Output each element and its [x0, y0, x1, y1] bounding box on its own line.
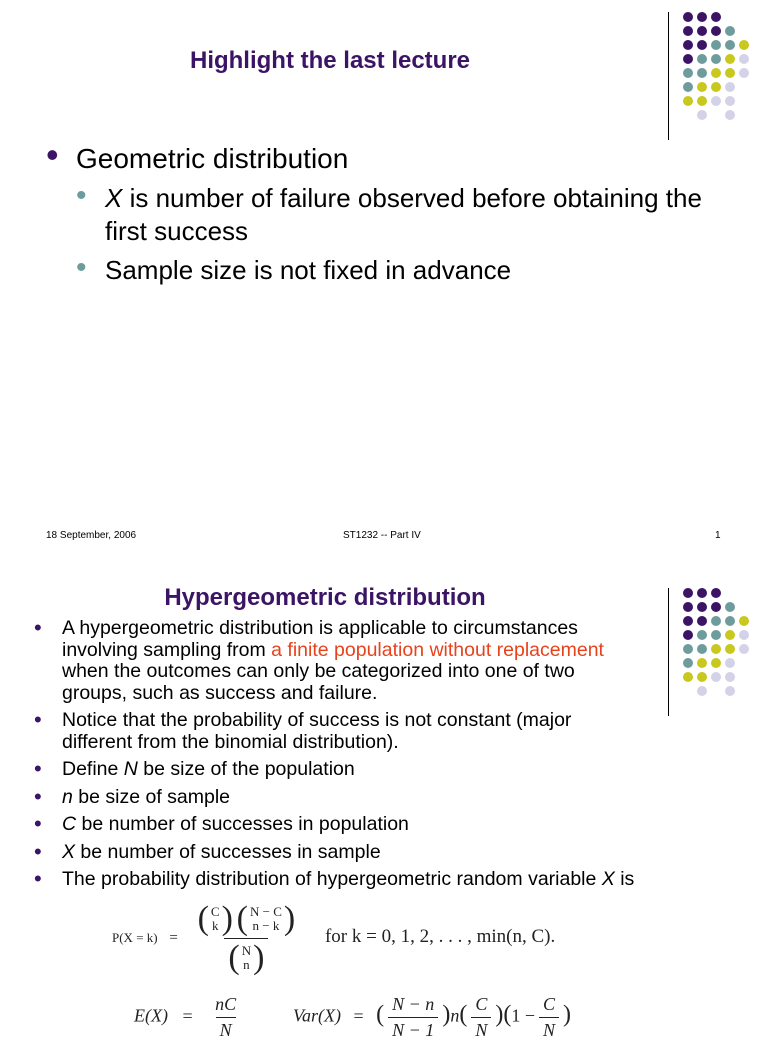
list-item: [34, 710, 642, 753]
bullet-text: be size of sample: [72, 785, 231, 808]
decorative-dot: [711, 96, 721, 106]
decorative-dot: [697, 54, 707, 64]
variance-n: n: [450, 1005, 460, 1026]
decorative-dot: [711, 54, 721, 64]
bullet-text: be number of successes in population: [76, 813, 409, 835]
decorative-dot: [711, 82, 721, 92]
list-item: [34, 842, 642, 864]
decorative-dot: [683, 40, 693, 50]
mean-fraction: [211, 994, 240, 1041]
variable: X: [62, 840, 76, 863]
sub-bullet-list: [76, 182, 726, 287]
list-item: [76, 182, 726, 248]
decorative-dot: [697, 68, 707, 78]
fraction-denominator: N: [471, 1017, 491, 1041]
decorative-dot: [711, 26, 721, 36]
variance-fraction-1: [388, 994, 438, 1041]
decorative-dot: [725, 616, 735, 626]
decorative-dot: [683, 12, 693, 22]
list-item: [34, 759, 642, 781]
fraction-denominator: N − 1: [388, 1017, 438, 1041]
equals-sign: =: [353, 1005, 364, 1026]
decorative-dot: [725, 96, 735, 106]
variance-fraction-3: [539, 994, 559, 1041]
decorative-dot: [697, 12, 707, 22]
divider-line: [668, 588, 669, 716]
equals-sign: =: [182, 1005, 193, 1026]
binom-top: N: [241, 943, 252, 958]
binomial-n-n: ( N n ): [228, 939, 265, 976]
decorative-dot: [683, 602, 693, 612]
expectation-formula: [134, 994, 244, 1041]
decorative-dot: [739, 644, 749, 654]
bullet-text: Sample size is not fixed in advance: [105, 255, 512, 285]
decorative-dot: [697, 630, 707, 640]
formula-lhs: E(X): [134, 1005, 168, 1026]
decorative-dot: [697, 644, 707, 654]
decorative-dot: [725, 110, 735, 120]
bullet-text: is number of failure observed before obtaining the first success: [105, 183, 702, 246]
decorative-dot: [683, 82, 693, 92]
decorative-dot: [683, 26, 693, 36]
list-item: [34, 814, 642, 836]
formula-lhs: Var(X): [293, 1005, 341, 1026]
list-item: [76, 254, 726, 287]
decorative-dot: [697, 40, 707, 50]
variable-x: X: [105, 183, 123, 213]
decorative-dot: [683, 630, 693, 640]
bullet-text: Define: [62, 758, 124, 780]
variance-formula: Var(X) = ( $\frac{N - n}{N - 1}$ )n( $\frac{C}{N}$ )(1 − $\frac{C}{N}$ ): [293, 994, 571, 1040]
decorative-dot: [711, 68, 721, 78]
fraction-numerator: nC: [215, 994, 237, 1014]
decorative-dot: [725, 68, 735, 78]
decorative-dot: [697, 602, 707, 612]
formula-range: for k = 0, 1, 2, . . . , min(n, C).: [324, 925, 556, 947]
decorative-dot: [725, 54, 735, 64]
decorative-dot: [683, 54, 693, 64]
decorative-dot: [697, 110, 707, 120]
bullet-text: be number of successes in sample: [75, 840, 381, 863]
decorative-dot: [697, 588, 707, 598]
slide-title: Hypergeometric distribution: [164, 584, 486, 611]
decorative-dot: [711, 644, 721, 654]
decorative-dot: [725, 26, 735, 36]
bullet-text: Geometric distribution: [76, 143, 349, 174]
decorative-dot: [711, 40, 721, 50]
list-item: [34, 618, 642, 704]
decorative-dot: [697, 616, 707, 626]
binomial-c-k: ( C k ): [197, 900, 233, 937]
footer-course: ST1232 -- Part IV: [343, 530, 421, 541]
fraction-numerator: [194, 902, 300, 938]
decorative-dot: [697, 96, 707, 106]
fraction-denominator: N: [216, 1017, 236, 1041]
variable: N: [123, 758, 138, 780]
binom-bottom: n: [243, 957, 250, 972]
decorative-dot: [725, 644, 735, 654]
variable: X: [601, 868, 615, 890]
bullet-text: when the outcomes can only be categorized into one of two groups, such as success and failure.: [62, 660, 575, 704]
slide-title: Highlight the last lecture: [189, 47, 471, 74]
divider-line: [668, 12, 669, 140]
decorative-dot: [711, 630, 721, 640]
decorative-dot: [725, 602, 735, 612]
fraction-numerator: C: [475, 994, 488, 1014]
decorative-dot: [711, 588, 721, 598]
decorative-dot: [739, 54, 749, 64]
decorative-dot: [697, 672, 707, 682]
footer-date: 18 September, 2006: [46, 530, 137, 541]
pmf-formula: [112, 902, 555, 975]
list-item: [46, 142, 726, 287]
decorative-dot: [711, 672, 721, 682]
decorative-dot: [683, 616, 693, 626]
fraction-denominator: [224, 938, 268, 975]
decorative-dot: [739, 40, 749, 50]
bullet-text: A hypergeometric distribution is applicable to circumstances involving sampling from: [62, 617, 578, 661]
decorative-dot: [711, 602, 721, 612]
decorative-dot: [711, 658, 721, 668]
slide-2: [0, 576, 768, 1040]
decorative-dot: [683, 68, 693, 78]
list-item: [34, 787, 642, 809]
binom-bottom: n − k: [252, 918, 280, 933]
fraction-denominator: N: [539, 1017, 559, 1041]
decorative-dot: [683, 658, 693, 668]
binomial-nc-nk: ( N − C n − k ): [236, 900, 296, 937]
variance-fraction-2: [471, 994, 491, 1041]
variable: n: [62, 785, 73, 808]
decorative-dot: [683, 644, 693, 654]
decorative-dot: [683, 672, 693, 682]
variable: C: [62, 813, 77, 835]
fraction-numerator: N − n: [392, 994, 435, 1014]
decorative-dot: [725, 82, 735, 92]
decorative-dot: [683, 588, 693, 598]
decorative-dot: [697, 658, 707, 668]
highlighted-text: a finite population without replacement: [271, 638, 604, 661]
bullet-text: Notice that the probability of success is not constant (major different from the binomial distribution).: [62, 709, 572, 753]
decorative-dot: [711, 616, 721, 626]
decorative-dot: [725, 630, 735, 640]
footer-page-number: 1: [715, 530, 721, 541]
decorative-dot: [683, 96, 693, 106]
decorative-dot: [725, 40, 735, 50]
bullet-list: [34, 618, 642, 897]
decorative-dot: [725, 672, 735, 682]
decorative-dot: [711, 12, 721, 22]
decorative-dot: [725, 658, 735, 668]
decorative-dot: [697, 26, 707, 36]
decorative-dot: [739, 616, 749, 626]
variance-one-minus: 1 −: [511, 1005, 535, 1026]
decorative-dot: [697, 686, 707, 696]
pmf-fraction: [194, 902, 300, 975]
equals-sign: =: [169, 929, 178, 946]
fraction-numerator: C: [542, 994, 555, 1014]
bullet-list: [46, 142, 726, 293]
list-item: [34, 869, 642, 891]
binom-top: N − C: [249, 904, 282, 919]
formula-lhs: P(X = k): [112, 929, 158, 945]
binom-bottom: k: [211, 918, 219, 933]
bullet-text: The probability distribution of hypergeometric random variable: [62, 868, 602, 890]
bullet-text: be size of the population: [137, 758, 355, 780]
binom-top: C: [210, 904, 220, 919]
decorative-dot: [739, 630, 749, 640]
decorative-dot: [697, 82, 707, 92]
bullet-text: is: [614, 868, 635, 890]
decorative-dot: [725, 686, 735, 696]
decorative-dot: [739, 68, 749, 78]
